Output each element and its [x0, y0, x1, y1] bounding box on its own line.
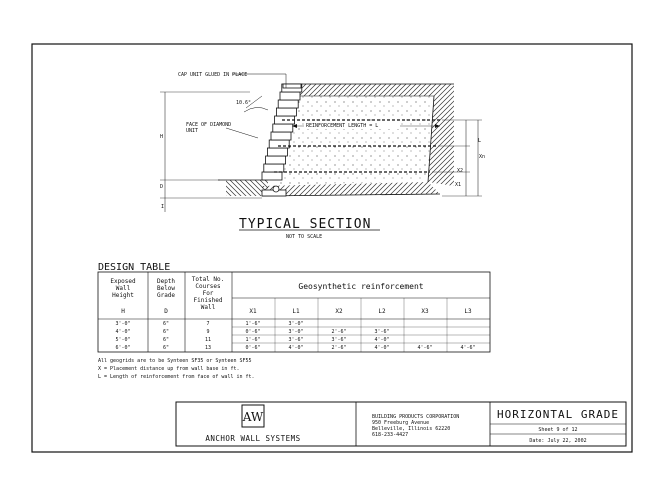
table-cell: 0'-6": [245, 345, 261, 351]
table-cell: 7: [206, 321, 210, 327]
table-cell: 4'-0": [374, 345, 390, 351]
col-exposed-1: Exposed: [110, 278, 136, 285]
sheet-number: Sheet 9 of 12: [538, 427, 578, 433]
dim-xn-label: Xn: [479, 154, 486, 160]
note-3: L = Length of reinforcement from face of wall in ft.: [98, 374, 255, 380]
table-cell: 5'-0": [115, 337, 131, 343]
table-cell: 6": [162, 337, 170, 343]
table-cell: 2'-6": [331, 345, 347, 351]
corp-line-1: BUILDING PRODUCTS CORPORATION: [372, 414, 460, 420]
corp-line-3: Belleville, Illinois 62220: [372, 426, 451, 432]
company-name: ANCHOR WALL SYSTEMS: [205, 434, 301, 443]
face-of-unit-label-2: UNIT: [186, 128, 199, 134]
wall-block: [278, 100, 298, 108]
symbol-cell: X1: [249, 308, 257, 315]
col-depth-1: Depth: [156, 278, 176, 285]
table-cell: 1'-6": [245, 337, 261, 343]
wall-block: [267, 148, 287, 156]
dim-d-label: D: [160, 184, 164, 190]
design-table: [98, 272, 490, 352]
wall-block: [280, 92, 300, 100]
col-depth-2: Below: [156, 285, 176, 292]
table-cell: 4'-0": [115, 329, 131, 335]
face-of-unit-label-1: FACE OF DIAMOND: [186, 122, 232, 128]
table-cell: 3'-6": [374, 329, 390, 335]
table-cell: 2'-6": [331, 329, 347, 335]
col-exposed-3: Height: [112, 292, 134, 299]
drawing-date: Date: July 22, 2002: [529, 438, 587, 444]
col-exposed-2: Wall: [115, 285, 131, 292]
batter-angle-label: 10.6°: [236, 100, 252, 106]
design-table-title: DESIGN TABLE: [98, 262, 171, 273]
title-block: [176, 402, 626, 446]
drain-pipe: [273, 186, 279, 192]
dim-x1-label: X1: [455, 182, 462, 188]
dim-x2-label: X2: [457, 168, 464, 174]
corp-line-4: 618-233-4427: [372, 432, 409, 438]
section-title: TYPICAL SECTION: [239, 217, 372, 232]
dim-h-label: H: [160, 134, 164, 140]
table-cell: 3'-0": [115, 321, 131, 327]
surface-soil-hatch: [290, 84, 454, 96]
symbol-cell: L3: [464, 308, 472, 315]
corp-line-2: 950 Freeburg Avenue: [372, 420, 430, 426]
table-cell: 3'-0": [288, 321, 304, 327]
cap-unit-label: CAP UNIT GLUED IN PLACE: [178, 72, 248, 78]
table-cell: 11: [204, 337, 212, 343]
table-cell: 4'-0": [374, 337, 390, 343]
col-depth-3: Grade: [156, 292, 176, 299]
geosynthetic-header: Geosynthetic reinforcement: [298, 282, 424, 291]
col-total-3: For: [202, 290, 214, 297]
note-1: All geogrids are to be Synteen SF35 or Synteen SF55: [98, 358, 252, 364]
symbol-cell: X3: [421, 308, 429, 315]
wall-block: [276, 108, 296, 116]
dim-i-label: I: [161, 204, 165, 210]
table-cell: 6": [162, 329, 170, 335]
col-total-5: Wall: [200, 304, 216, 311]
wall-block: [273, 124, 293, 132]
typical-section-drawing: [160, 72, 485, 212]
table-cell: 3'-6": [331, 337, 347, 343]
symbol-cell: D: [164, 308, 168, 315]
cap-unit: [283, 84, 301, 88]
table-cell: 3'-6": [288, 337, 304, 343]
wall-block: [266, 156, 286, 164]
symbol-cell: H: [121, 308, 125, 315]
logo-letters: AW: [242, 410, 264, 424]
wall-block: [269, 140, 289, 148]
table-cell: 0'-6": [245, 329, 261, 335]
col-total-2: Courses: [195, 283, 221, 290]
table-body: [115, 321, 475, 351]
dim-l-label: L: [478, 138, 482, 144]
drawing-title: HORIZONTAL GRADE: [497, 408, 619, 421]
wall-block: [264, 164, 284, 172]
wall-block: [271, 132, 291, 140]
table-cell: 4'-6": [417, 345, 433, 351]
col-total-1: Total No.: [191, 276, 225, 283]
table-cell: 3'-0": [288, 329, 304, 335]
symbols-row: [121, 308, 472, 315]
reinforcement-length-label: REINFORCEMENT LENGTH = L: [306, 123, 379, 129]
note-2: X = Placement distance up from wall base in ft.: [98, 366, 240, 372]
table-cell: 1'-6": [245, 321, 261, 327]
table-cell: 6": [162, 321, 170, 327]
symbol-cell: X2: [335, 308, 343, 315]
table-cell: 13: [204, 345, 212, 351]
symbol-cell: L1: [292, 308, 300, 315]
symbol-cell: L2: [378, 308, 386, 315]
table-cell: 4'-0": [288, 345, 304, 351]
reinforced-fill: [278, 96, 434, 184]
table-cell: 4'-6": [460, 345, 476, 351]
wall-block: [262, 172, 282, 180]
table-cell: 9: [206, 329, 210, 335]
section-subtitle: NOT TO SCALE: [286, 234, 323, 240]
table-cell: 6": [162, 345, 170, 351]
col-total-4: Finished: [193, 297, 223, 304]
table-cell: 6'-0": [115, 345, 131, 351]
